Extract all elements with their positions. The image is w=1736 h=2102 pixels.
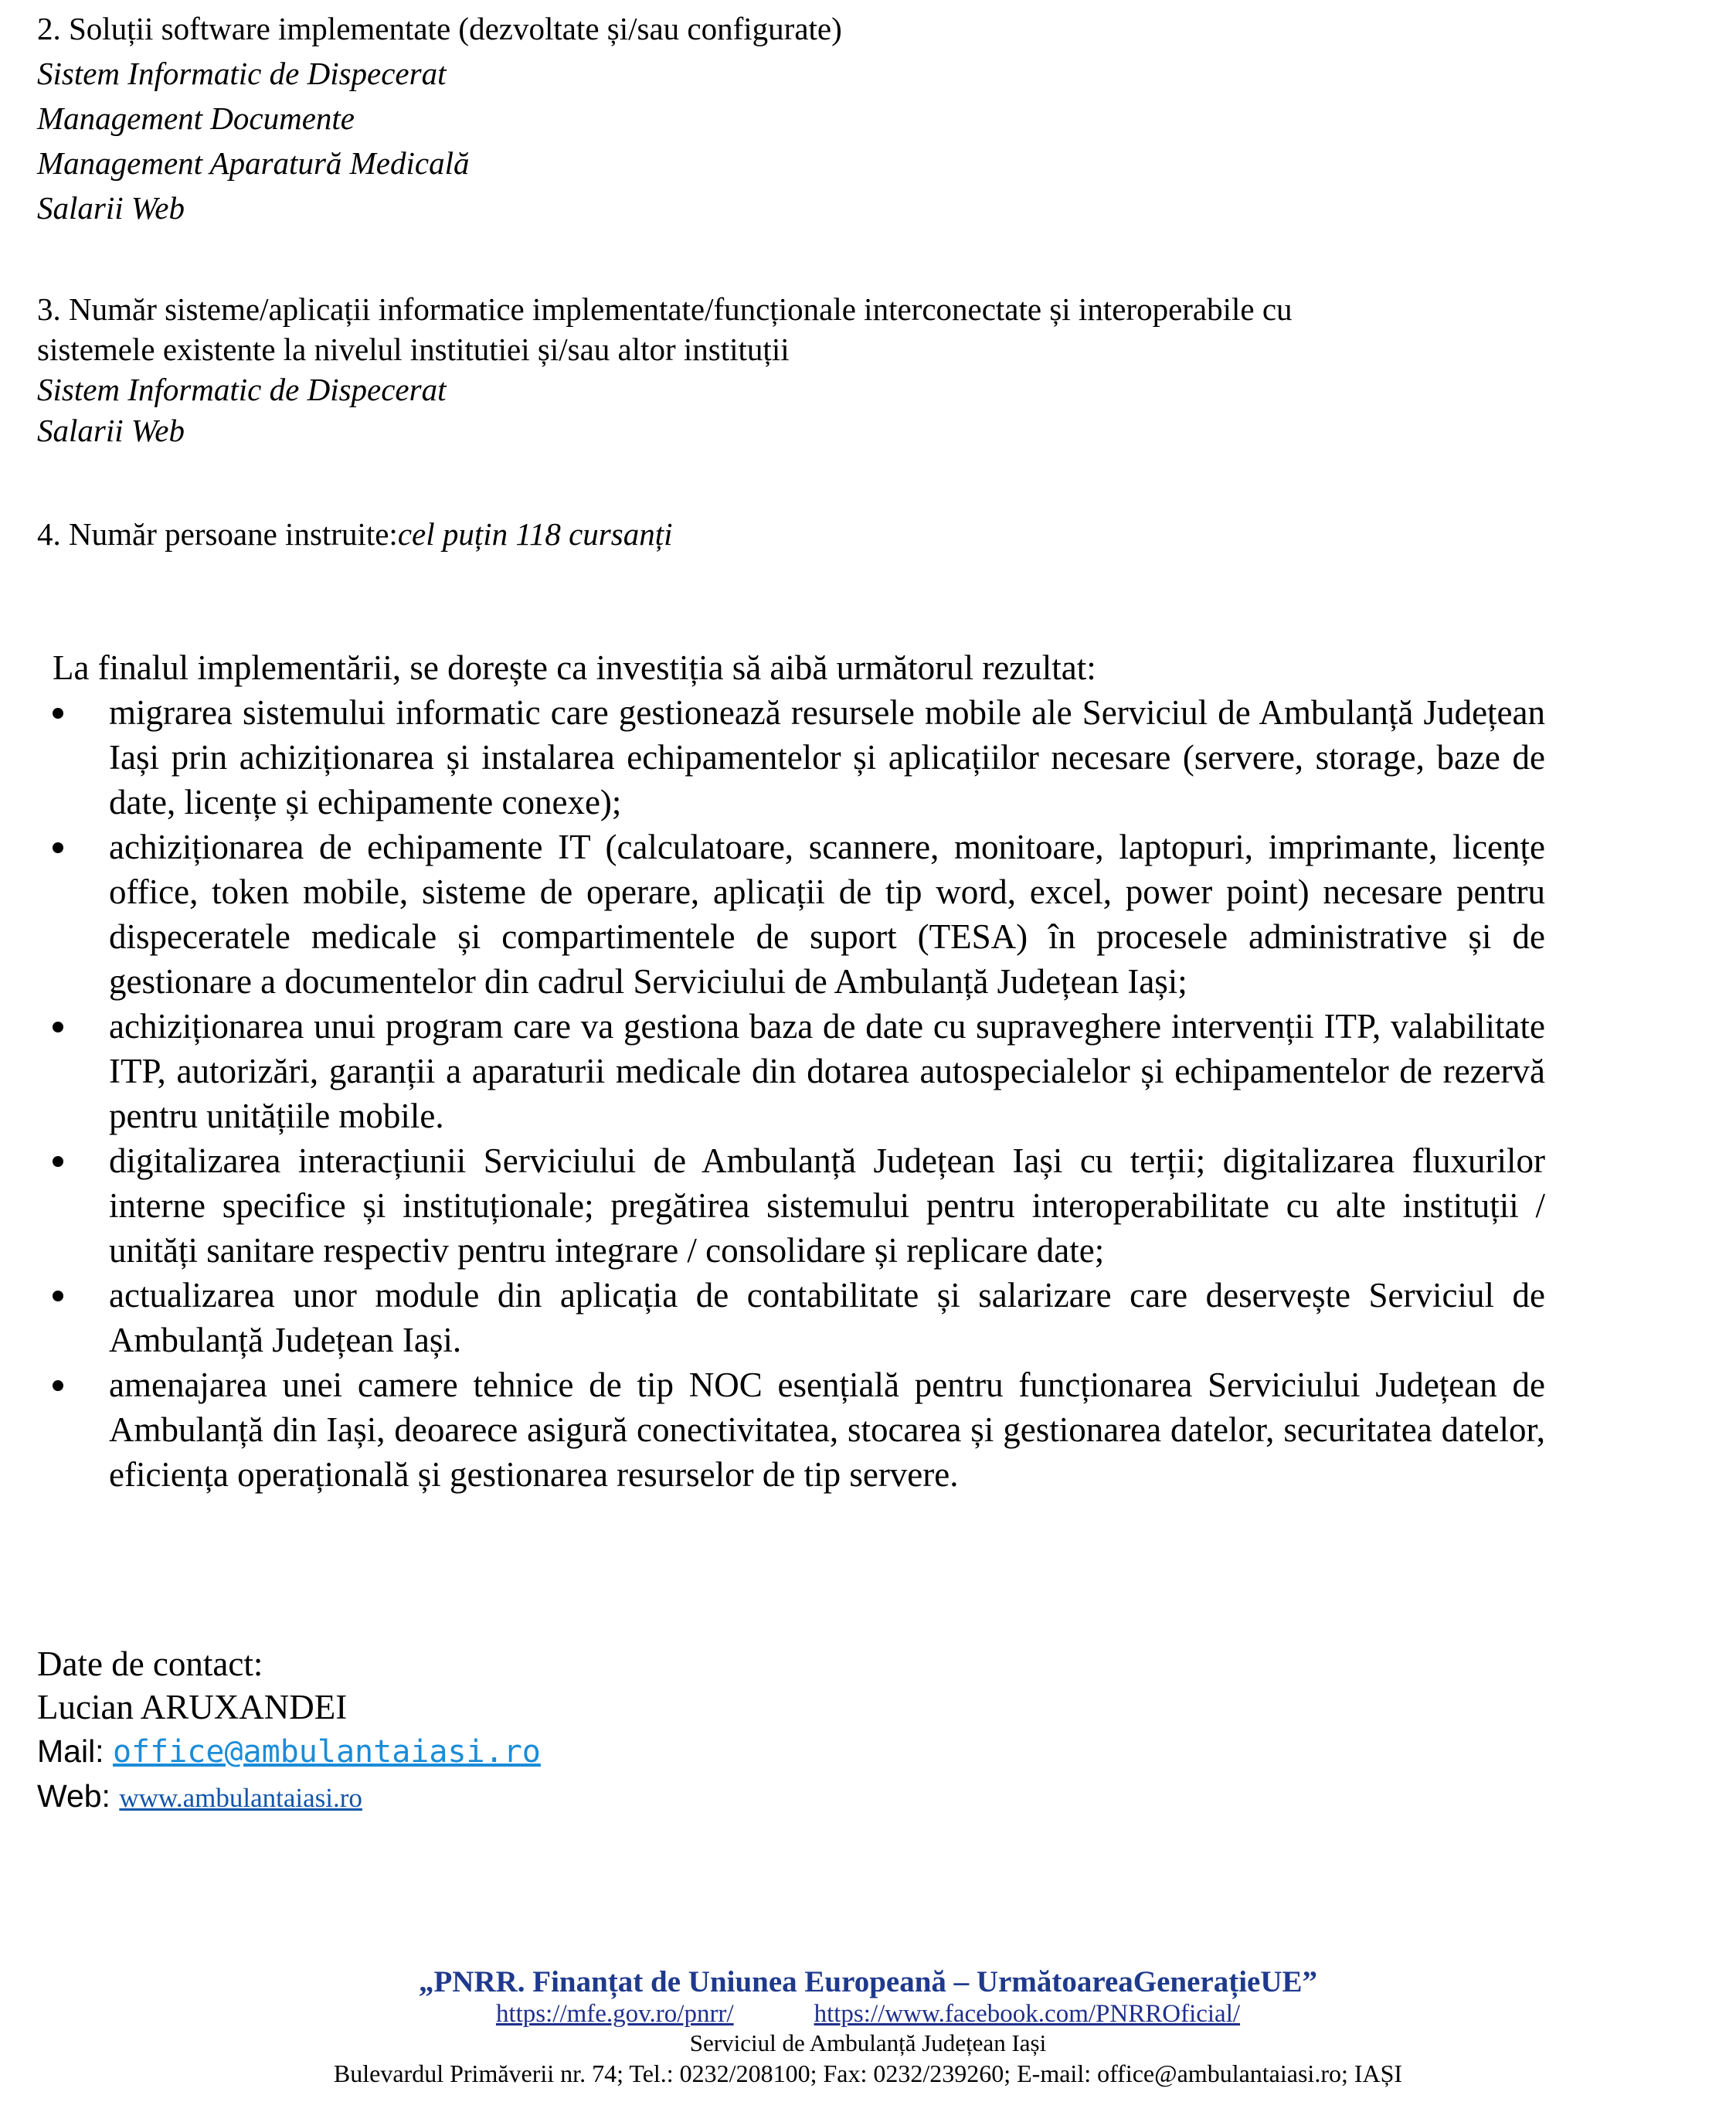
footer-address: Bulevardul Primăverii nr. 74; Tel.: 0232/208100; Fax: 0232/239260; E-mail: office@ambulantaiasi.ro; IAȘI [333, 2059, 1403, 2087]
bullet-icon [53, 1380, 63, 1391]
section-software-solutions [37, 6, 1490, 230]
web-link[interactable]: www.ambulantaiasi.ro [119, 1783, 362, 1813]
list-item-text: migrarea sistemului informatic care gestionează resursele mobile ale Serviciul de Ambulanță Județean Iași prin achiziționarea și instalarea echipamentelor și aplicațiilor necesare (servere, storage, baze de date, licențe și echipamente conexe); [109, 693, 1545, 821]
list-item [53, 690, 1545, 825]
results-intro: La finalul implementării, se dorește ca investiția să aibă următorul rezultat: [53, 648, 1096, 687]
mail-label: Mail: [37, 1733, 113, 1769]
pnrr-link[interactable]: https://mfe.gov.ro/pnrr/ [495, 2000, 734, 2028]
system-item: Sistem Informatic de Dispecerat [37, 372, 447, 407]
list-item-text: digitalizarea interacțiunii Serviciului de Ambulanță Județean Iași cu terții; digitalizarea fluxurilor interne specifice și instituționale; pregătirea sistemului pentru interoperabilitate cu alte instituții / unități sanitare respectiv pentru integrare / consolidare și replicare date; [109, 1141, 1545, 1270]
contact-block [37, 1642, 541, 1820]
solution-item: Management Documente [37, 100, 355, 136]
list-item [53, 1362, 1545, 1497]
system-item: Salarii Web [37, 413, 185, 448]
contact-name: Lucian ARUXANDEI [37, 1688, 348, 1726]
list-item-text: achiziționarea unui program care va gestiona baza de date cu supraveghere intervenții ITP, valabilitate ITP, autorizări, garanții a aparaturii medicale din dotarea autospecialelor și echipamentelor de rezervă pentru unitățiile mobile. [109, 1007, 1545, 1135]
section-heading: 3. Număr sisteme/aplicații informatice implementate/funcționale interconectate și interoperabile cu [37, 291, 1293, 327]
section-label: 4. Număr persoane instruite: [37, 516, 398, 552]
section-heading-continued: sistemele existente la nivelul institutiei și/sau altor instituții [37, 332, 790, 367]
solution-item: Sistem Informatic de Dispecerat [37, 56, 447, 91]
section-interconnected-systems [37, 289, 1490, 451]
page-footer [0, 1965, 1736, 2089]
list-item [53, 1273, 1545, 1362]
results-list [53, 690, 1545, 1497]
section-heading: 2. Soluții software implementate (dezvoltate și/sau configurate) [37, 11, 842, 46]
bullet-icon [53, 842, 63, 853]
list-item-text: amenajarea unei camere tehnice de tip NOC esențială pentru funcționarea Serviciului Județean de Ambulanță din Iași, deoarece asigură conectivitatea, stocarea și gestionarea datelor, securitatea datelor, eficiența operațională și gestionarea resurselor de tip servere. [109, 1366, 1545, 1494]
trained-persons-value: cel puțin 118 cursanți [397, 516, 673, 552]
web-label: Web: [37, 1778, 120, 1814]
bullet-icon [53, 708, 63, 719]
solution-item: Salarii Web [37, 190, 185, 226]
solution-item: Management Aparatură Medicală [37, 145, 470, 181]
list-item [53, 825, 1545, 1004]
bullet-icon [53, 1156, 63, 1167]
list-item [53, 1004, 1545, 1138]
contact-title: Date de contact: [37, 1645, 263, 1683]
facebook-link[interactable]: https://www.facebook.com/PNRROficial/ [814, 2000, 1241, 2028]
list-item [53, 1138, 1545, 1273]
pnrr-slogan: „PNRR. Finanțat de Uniunea Europeană – UrmătoareaGenerațieUE” [418, 1965, 1318, 1998]
bullet-icon [53, 1022, 63, 1032]
list-item-text: achiziționarea de echipamente IT (calculatoare, scannere, monitoare, laptopuri, imprimante, licențe office, token mobile, sisteme de operare, aplicații de tip word, excel, power point) necesare pentru dispeceratele medicale și compartimentele de suport (TESA) în procesele administrative și de gestionare a documentelor din cadrul Serviciului de Ambulanță Județean Iași; [109, 828, 1545, 1001]
list-item-text: actualizarea unor module din aplicația de contabilitate și salarizare care deservește Serviciul de Ambulanță Județean Iași. [109, 1276, 1545, 1359]
footer-organization: Serviciul de Ambulanță Județean Iași [689, 2029, 1047, 2056]
expected-results [53, 645, 1545, 1497]
section-trained-persons [37, 512, 1490, 556]
bullet-icon [53, 1291, 63, 1301]
footer-links [0, 1999, 1736, 2029]
mail-link[interactable]: office@ambulantaiasi.ro [112, 1734, 541, 1770]
